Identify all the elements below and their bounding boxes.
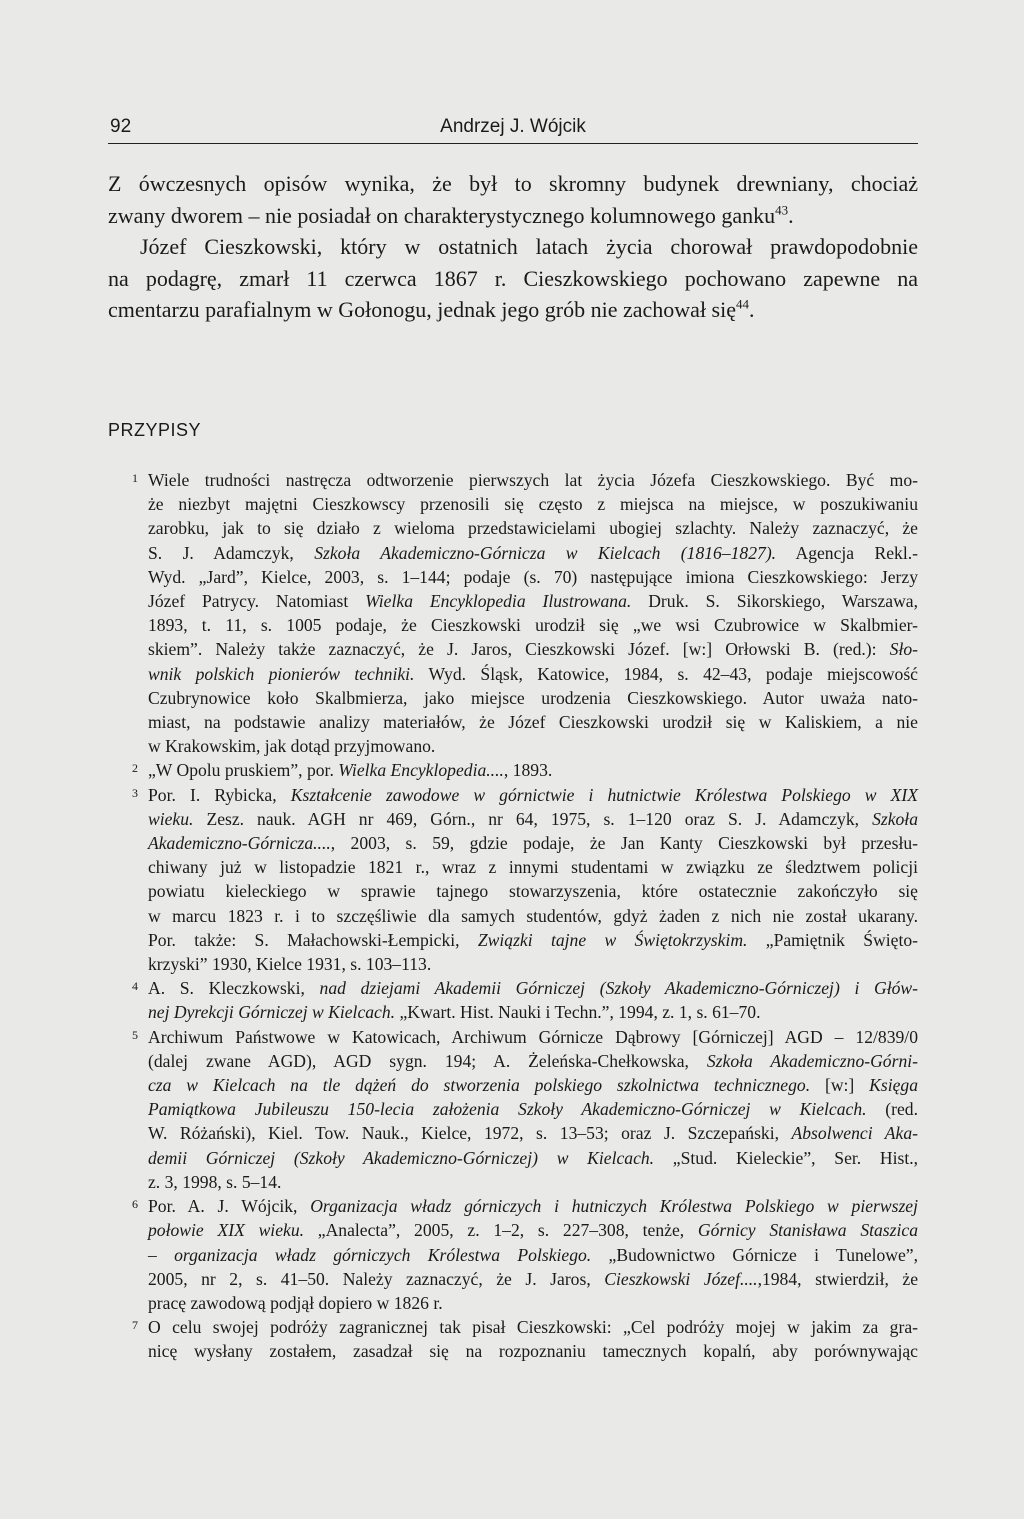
- notes-heading: PRZYPISY: [108, 420, 202, 440]
- text-line: Wyd. „Jard”, Kielce, 2003, s. 1–144; podaje (s. 70) następujące imiona Cieszkowskiego: Jerzy: [148, 566, 918, 587]
- text-line: na podagrę, zmarł 11 czerwca 1867 r. Cieszkowskiego pochowano zapewne na: [108, 265, 918, 291]
- text-line: [148, 783, 918, 807]
- footnote-number: 3: [132, 785, 138, 800]
- text-span: (dalej zwane AGD), AGD sygn. 194; A. Żeleńska-Chełkowska,: [148, 1050, 707, 1071]
- italic-title: demii Górniczej (Szkoły Akademiczno-Górniczej) w Kielcach.: [148, 1147, 655, 1168]
- text-span: , 1893.: [503, 760, 553, 781]
- running-head: Andrzej J. Wójcik: [440, 116, 586, 137]
- text-span: Por. I. Rybicka,: [148, 784, 291, 805]
- footnote-ref: 44: [736, 297, 749, 313]
- text-span: „W Opolu pruskiem”, por.: [148, 760, 339, 781]
- italic-title: Akademiczno-Górnicza....: [148, 833, 331, 854]
- text-line: [148, 1267, 918, 1291]
- text-line: [148, 758, 918, 782]
- footnote: [108, 468, 918, 758]
- footnote-number: 5: [132, 1027, 138, 1042]
- text-line: Archiwum Państwowe w Katowicach, Archiwum Górnicze Dąbrowy [Górniczej] AGD – 12/839/0: [148, 1026, 918, 1047]
- text-span: S. J. Adamczyk,: [148, 542, 315, 563]
- paragraph: [108, 168, 918, 231]
- text-line: [148, 1073, 918, 1097]
- footnote-number: 1: [132, 471, 138, 485]
- footnote: [108, 1315, 918, 1363]
- text-span: (red.: [866, 1099, 918, 1120]
- footnote: [108, 783, 918, 977]
- text-span: Zesz. nauk. AGH nr 469, Górn., nr 64, 1975, s. 1–120 oraz S. J. Adamczyk,: [193, 808, 873, 829]
- text-span: Wyd. Śląsk, Katowice, 1984, s. 42–43, podaje miejscowość: [414, 663, 918, 684]
- italic-title: Cieszkowski Józef....: [604, 1268, 758, 1289]
- footnote-number: 6: [132, 1197, 138, 1212]
- text-span: zwany dworem – nie posiadał on charakterystycznego kolumnowego ganku: [108, 202, 776, 228]
- italic-title: Organizacja władz górniczych i hutniczych Królestwa Polskiego w pierwszej: [310, 1196, 918, 1217]
- text-line: [108, 294, 918, 326]
- text-line: [148, 831, 918, 855]
- text-line: że niezbyt majętni Cieszkowscy przenosili się często z miejsca na miejsce, w poszukiwaniu: [148, 494, 918, 515]
- text-span: ,1984, stwierdził, że: [757, 1268, 919, 1289]
- text-span: Druk. S. Sikorskiego, Warszawa,: [631, 591, 918, 612]
- italic-title: Górnicy Stanisława Staszica: [697, 1220, 918, 1241]
- text-line: w Krakowskim, jak dotąd przyjmowano.: [148, 736, 436, 757]
- page-header: [108, 116, 918, 144]
- paragraph: [108, 231, 918, 263]
- text-span: „Stud. Kieleckie”, Ser. Hist.,: [654, 1147, 918, 1168]
- text-line: O celu swojej podróży zagranicznej tak pisał Cieszkowski: „Cel podróży mojej w jakim za gra-: [148, 1317, 918, 1338]
- text-line: Z ówczesnych opisów wynika, że był to skromny budynek drewniany, chociaż: [108, 171, 918, 196]
- italic-title: Szkoła Akademiczno-Górnicza w Kielcach (1816–1827).: [314, 542, 777, 563]
- footnote-number: 7: [132, 1318, 138, 1333]
- italic-title: Sło-: [889, 639, 918, 660]
- text-span: W. Różański), Kiel. Tow. Nauk., Kielce, 1972, s. 13–53; oraz J. Szczepański,: [148, 1123, 792, 1144]
- text-span: Agencja Rekl.-: [776, 542, 918, 563]
- text-line: w marcu 1823 r. i to szczęśliwie dla samych studentów, gdyż żaden z nich nie został ukarany.: [148, 905, 918, 926]
- text-span: 2005, nr 2, s. 41–50. Należy zaznaczyć, że J. Jaros,: [148, 1268, 605, 1289]
- text-line: [148, 1194, 918, 1218]
- text-span: Por. także: S. Małachowski-Łempicki,: [148, 929, 478, 950]
- text-line: [148, 1049, 918, 1073]
- text-span: Por. A. J. Wójcik,: [148, 1196, 311, 1217]
- italic-title: cza w Kielcach na tle dążeń do stworzenia polskiego szkolnictwa technicznego.: [148, 1075, 811, 1096]
- italic-title: wnik polskich pionierów techniki.: [148, 663, 415, 684]
- text-line: [148, 928, 918, 952]
- text-span: „Budownictwo Górnicze i Tunelowe”,: [591, 1244, 918, 1265]
- header-rule: [108, 143, 918, 144]
- text-span: cmentarzu parafialnym w Gołonogu, jednak jego grób nie zachował się: [108, 297, 736, 323]
- text-line: z. 3, 1998, s. 5–14.: [148, 1171, 282, 1192]
- italic-title: – organizacja władz górniczych Królestwa Polskiego.: [148, 1244, 592, 1265]
- text-span: skiem”. Należy także zaznaczyć, że J. Jaros, Cieszkowski Józef. [w:] Orłowski B. (red.):: [148, 639, 890, 660]
- text-line: [148, 1218, 918, 1242]
- text-span: „Kwart. Hist. Nauki i Techn.”, 1994, z. 1, s. 61–70.: [395, 1002, 761, 1023]
- footnote-number: 2: [132, 761, 138, 776]
- footnote: [108, 758, 918, 782]
- text-line: [148, 662, 918, 686]
- text-line: pracę zawodową podjął dopiero w 1826 r.: [148, 1292, 443, 1313]
- italic-title: Kształcenie zawodowe w górnictwie i hutnictwie Królestwa Polskiego w XIX: [290, 784, 918, 805]
- italic-title: Szkoła: [872, 808, 918, 829]
- text-span: .: [788, 202, 794, 228]
- text-span: .: [749, 297, 755, 323]
- text-line: nicę wysłany zostałem, zasadzał się na rozpoznaniu tamecznych kopalń, aby porównywając: [148, 1341, 918, 1362]
- text-line: [148, 807, 918, 831]
- text-line: krzyski” 1930, Kielce 1931, s. 103–113.: [148, 954, 432, 975]
- text-line: chiwany już w listopadzie 1821 r., wraz z innymi studentami w związku ze śledztwem policji: [148, 857, 918, 878]
- text-span: , 2003, s. 59, gdzie podaje, że Jan Kanty Cieszkowski był przesłu-: [330, 833, 918, 854]
- text-span: Józef Patrycy. Natomiast: [148, 591, 366, 612]
- paragraph-continued: [108, 263, 918, 326]
- text-line: zarobku, jak to się działo z wieloma przedstawicielami ubogiej szlachty. Należy zaznaczyć, że: [148, 518, 918, 539]
- footnote-number: 4: [132, 979, 138, 994]
- page-number: 92: [110, 116, 132, 137]
- body-text: [108, 168, 918, 326]
- italic-title: Wielka Encyklopedia....: [338, 760, 504, 781]
- footnote: [108, 1025, 918, 1194]
- text-line: [148, 1097, 918, 1121]
- text-line: [148, 637, 918, 661]
- text-span: „Analecta”, 2005, z. 1–2, s. 227–308, tenże,: [304, 1220, 698, 1241]
- text-line: 1893, t. 11, s. 1005 podaje, że Cieszkowski urodził się „we wsi Czubrowice w Skalbmier-: [148, 615, 918, 636]
- text-line: Józef Cieszkowski, który w ostatnich latach życia chorował prawdopodobnie: [140, 234, 918, 260]
- footnote: [108, 1194, 918, 1315]
- footnote: [108, 976, 918, 1024]
- text-line: [148, 1146, 918, 1170]
- footnote-ref: 43: [775, 202, 789, 218]
- text-line: [108, 200, 918, 232]
- text-span: [w:]: [810, 1075, 870, 1096]
- text-line: powiatu kieleckiego w sprawie tajnego stowarzyszenia, które ostatecznie zakończyło się: [148, 881, 918, 902]
- italic-title: nad dziejami Akademii Górniczej (Szkoły Akademiczno-Górniczej) i Głów-: [319, 978, 919, 999]
- italic-title: Wielka Encyklopedia Ilustrowana.: [365, 591, 632, 612]
- text-line: [148, 1121, 918, 1145]
- text-line: [148, 1243, 918, 1267]
- text-line: [148, 541, 918, 565]
- text-span: „Pamiętnik Święto-: [747, 929, 918, 950]
- text-line: Wiele trudności nastręcza odtworzenie pierwszych lat życia Józefa Cieszkowskiego. Być mo-: [148, 470, 918, 490]
- text-line: Czubrynowice koło Skalbmierza, jako miejsce urodzenia Cieszkowskiego. Autor uważa nato-: [148, 687, 918, 708]
- italic-title: Księga: [869, 1075, 919, 1096]
- text-span: A. S. Kleczkowski,: [148, 978, 320, 999]
- text-line: [148, 1000, 918, 1024]
- italic-title: wieku.: [148, 808, 194, 829]
- italic-title: Związki tajne w Świętokrzyskim.: [477, 929, 748, 950]
- text-line: [148, 589, 918, 613]
- italic-title: Absolwenci Aka-: [791, 1123, 919, 1144]
- footnotes: [108, 468, 918, 1364]
- italic-title: Pamiątkowa Jubileuszu 150-lecia założenia Szkoły Akademiczno-Górniczej w Kielcach.: [148, 1099, 867, 1120]
- italic-title: połowie XIX wieku.: [148, 1220, 305, 1241]
- text-line: miast, na podstawie analizy materiałów, że Józef Cieszkowski urodził się w Kaliskiem, a nie: [148, 712, 918, 733]
- italic-title: nej Dyrekcji Górniczej w Kielcach.: [148, 1002, 396, 1023]
- italic-title: Szkoła Akademiczno-Górni-: [706, 1050, 918, 1071]
- text-line: [148, 976, 918, 1000]
